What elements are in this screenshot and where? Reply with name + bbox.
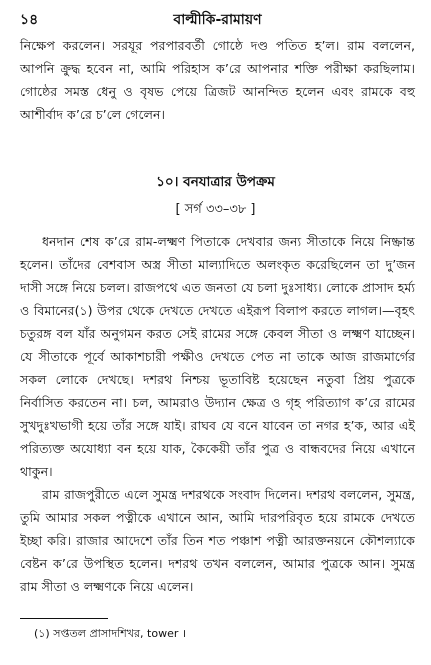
sarga-range: [ সর্গ ৩৩–৩৮ ] <box>175 202 256 217</box>
paragraph-top <box>20 34 415 126</box>
footnote-divider <box>20 618 108 619</box>
running-title: বাল্মীকি-রামায়ণ <box>173 12 262 28</box>
page-number: ১৪ <box>20 12 39 28</box>
section-body <box>20 230 415 598</box>
page-header <box>20 8 415 30</box>
paragraph: ধনদান শেষ ক’রে রাম-লক্ষ্মণ পিতাকে দেখবার জন্য সীতাকে নিয়ে নিষ্ক্রান্ত হলেন। তাঁদের বেশবাস অস্ত্র সীতা মাল্যাদিতে অলংকৃত করেছিলেন তা দু’জন দাসী সঙ্গে নিয়ে চলল। রাজপথে এত জনতা যে চলা দুঃসাধ্য। লোকে প্রাসাদ হর্ম্য ও বিমানের(১) উপর থেকে দেখতে দেখতে এইরূপ বিলাপ করতে লাগল।—বৃহৎ চতুরঙ্গ বল যাঁর অনুগমন করত সেই রামের সঙ্গে কেবল সীতা ও লক্ষ্মণ যাচ্ছেন। যে সীতাকে পূর্বে আকাশচারী পক্ষীও দেখতে পেত না তাকে আজ রাজমার্গের সকল লোকে দেখছে। দশরথ নিশ্চয় ভূতাবিষ্ট হয়েছেন নতুবা প্রিয় পুত্রকে নির্বাসিত করতেন না। চল, আমরাও উদ্যান ক্ষেত্র ও গৃহ পরিত্যাগ ক’রে রামের সুখদুঃখভাগী হয়ে তাঁর সঙ্গে যাই। রাঘব যে বনে যাবেন তা নগর হ’ক, আর এই পরিত্যক্ত অযোধ্যা বন হয়ে যাক, কৈকেয়ী তাঁর পুত্র ও বান্ধবদের নিয়ে এখানে থাকুন। <box>20 234 415 479</box>
paragraph: নিক্ষেপ করলেন। সরযূর পরপারবর্তী গোষ্ঠে দণ্ড পতিত হ’ল। রাম বললেন, আপনি ক্রুদ্ধ হবেন না, আমি পরিহাস ক’রে আপনার শক্তি পরীক্ষা করছিলাম। গোষ্ঠের সমস্ত ধেনু ও বৃষভ পেয়ে ত্রিজট আনন্দিত হলেন এবং রামকে বহু আশীর্বাদ ক’রে চ’লে গেলেন। <box>20 38 415 122</box>
footnote: (১) সপ্ততল প্রাসাদশিখর, tower । <box>34 627 187 640</box>
section-heading: ১০। বনযাত্রার উপক্রম <box>156 174 275 190</box>
paragraph: রাম রাজপুরীতে এলে সুমন্ত্র দশরথকে সংবাদ দিলেন। দশরথ বললেন, সুমন্ত্র, তুমি আমার সকল পত্নীকে এখানে আন, আমি দারপরিবৃত হয়ে রামকে দেখতে ইচ্ছা করি। রাজার আদেশে তাঁর তিন শত পঞ্চাশ পত্নী আরক্তনয়নে কৌশল্যাকে বেষ্টন ক’রে উপস্থিত হলেন। দশরথ তখন বললেন, আমার পুত্রকে আন। সুমন্ত্র রাম সীতা ও লক্ষ্মণকে নিয়ে এলেন। <box>20 487 415 594</box>
